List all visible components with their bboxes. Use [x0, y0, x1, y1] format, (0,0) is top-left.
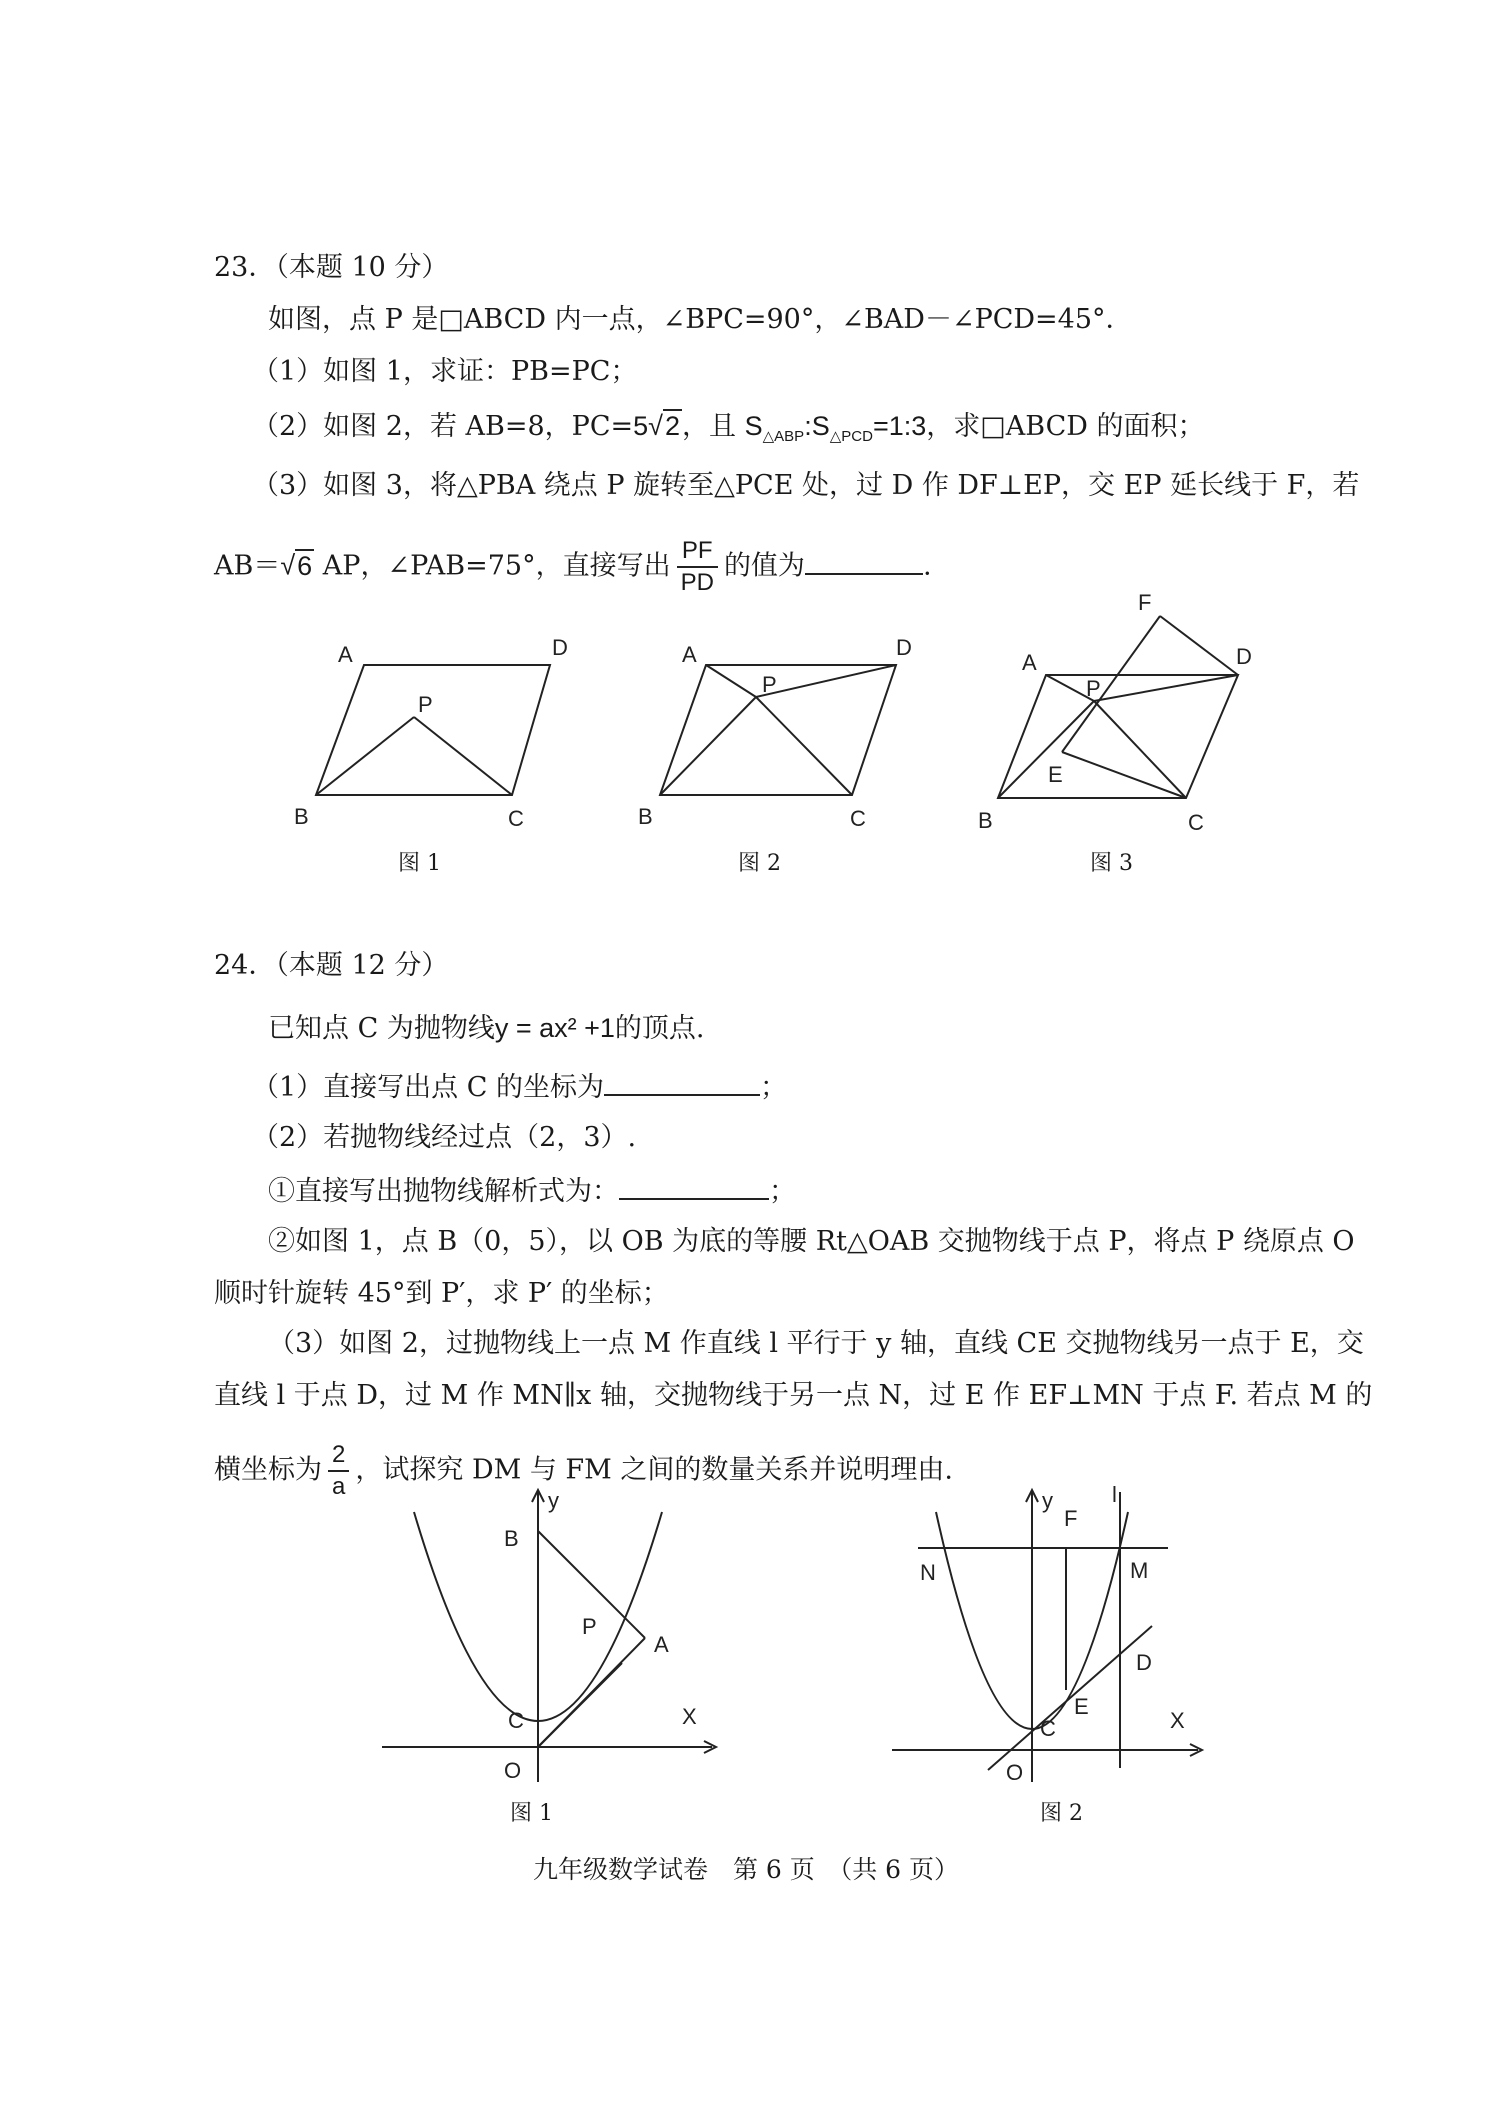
- q24-figure-1: [370, 1480, 730, 1790]
- q24-intro-equation: y = ax² +1: [494, 1013, 615, 1043]
- g1-label-o: O: [504, 1758, 522, 1783]
- f3-segment-bp: [998, 701, 1094, 798]
- g2-label-n: N: [920, 1560, 936, 1585]
- g1-label-b: B: [504, 1526, 519, 1551]
- f3-line-ef: [1062, 616, 1160, 752]
- q23-figure-3: [970, 580, 1270, 840]
- q24-part3-fraction: [328, 1440, 349, 1502]
- f3-parallelogram: [998, 675, 1238, 798]
- page-footer: 九年级数学试卷 第 6 页 （共 6 页）: [532, 1855, 960, 1884]
- f1-label-d: D: [552, 635, 568, 660]
- q23-part3-tail: 的值为: [723, 550, 805, 582]
- q23-part3-denominator: PD: [680, 569, 714, 596]
- q24-part2-i: [268, 1172, 796, 1210]
- q23-part3-numerator: PF: [677, 536, 718, 568]
- q23-part2-s2: S: [811, 411, 830, 441]
- q24-part2-ii-line1: ②如图 1，点 B（0，5），以 OB 为底的等腰 Rt△OAB 交抛物线于点 P，将点 P 绕原点 O: [268, 1226, 1355, 1257]
- g1-label-y: y: [548, 1488, 559, 1513]
- q24-part1: [252, 1068, 787, 1106]
- f2-segment-pd: [756, 665, 896, 697]
- f1-label-c: C: [508, 806, 524, 831]
- q24-heading: 24．（本题 12 分）: [214, 950, 449, 981]
- f1-label-b: B: [294, 804, 309, 829]
- q23-figure-2: [620, 620, 940, 840]
- q24-part1-blank: [604, 1068, 760, 1096]
- g2-label-c: C: [1040, 1716, 1056, 1741]
- q23-part2-sub2: △PCD: [829, 428, 873, 445]
- f3-segment-fd: [1160, 616, 1238, 675]
- g2-label-y: y: [1042, 1488, 1053, 1513]
- f2-parallelogram: [660, 665, 896, 795]
- g1-label-a: A: [654, 1632, 669, 1657]
- f1-label-p: P: [418, 692, 433, 717]
- f3-label-p: P: [1086, 676, 1101, 701]
- q23-part3-line2: AB＝√6 AP，∠PAB=75°，直接写出 $\frac{PF}{PD}$ 的值为 .: [214, 537, 932, 596]
- q24-part1-end: ；: [760, 1072, 788, 1103]
- g1-label-c: C: [508, 1708, 524, 1733]
- q24-figure-2-caption: 图 2: [1040, 1801, 1083, 1826]
- q24-part3-line3-a: 横坐标为: [214, 1454, 322, 1486]
- q24-figure-2: [880, 1480, 1220, 1790]
- f3-segment-ec: [1062, 752, 1186, 798]
- q23-intro: 如图，点 P 是□ABCD 内一点，∠BPC=90°，∠BAD－∠PCD=45°．: [268, 304, 1133, 335]
- f2-label-d: D: [896, 635, 912, 660]
- q23-part2-s1: S: [744, 411, 763, 441]
- q23-part2-coef: 5: [633, 411, 649, 441]
- q24-intro-a: 已知点 C 为抛物线: [268, 1013, 495, 1044]
- q23-part3-radical: √6: [280, 550, 313, 581]
- g2-label-m: M: [1130, 1558, 1149, 1583]
- f2-label-b: B: [638, 804, 653, 829]
- g1-segment-op: [538, 1663, 622, 1747]
- q24-part3-line2: 直线 l 于点 D，过 M 作 MN∥x 轴，交抛物线于另一点 N，过 E 作 EF⊥MN 于点 F. 若点 M 的: [214, 1380, 1373, 1411]
- q24-part3-numerator: 2: [328, 1440, 349, 1472]
- q23-part2-radicand: 2: [664, 411, 681, 441]
- g2-label-l: l: [1112, 1482, 1117, 1507]
- q24-part2: （2）若抛物线经过点（2，3）.: [252, 1122, 637, 1153]
- f2-segment-ap: [706, 665, 756, 697]
- f1-label-a: A: [338, 642, 353, 667]
- q23-part2-colon: :: [804, 411, 812, 441]
- q23-part2-radical: 5√2: [633, 411, 681, 441]
- g2-label-e: E: [1074, 1694, 1089, 1719]
- q23-part3-radicand: 6: [297, 550, 313, 581]
- g2-label-o: O: [1006, 1760, 1024, 1785]
- q24-part2-i-blank: [619, 1172, 769, 1200]
- g2-label-x: X: [1170, 1708, 1185, 1733]
- q24-part3-line1: （3）如图 2，过抛物线上一点 M 作直线 l 平行于 y 轴，直线 CE 交抛物线另一点于 E，交: [268, 1328, 1364, 1359]
- f3-label-d: D: [1236, 644, 1252, 669]
- f3-label-c: C: [1188, 810, 1204, 835]
- q23-part2-text-a: （2）如图 2，若 AB=8，PC=: [252, 411, 634, 442]
- q24-part1-text: （1）直接写出点 C 的坐标为: [252, 1072, 605, 1103]
- f3-label-a: A: [1022, 650, 1037, 675]
- q23-figure-1: [280, 620, 580, 840]
- g2-label-d: D: [1136, 1650, 1152, 1675]
- q23-part3-ab: AB＝: [214, 550, 281, 582]
- g1-label-x: X: [682, 1704, 697, 1729]
- q23-figure-2-caption: 图 2: [738, 851, 781, 876]
- f1-parallelogram: [316, 665, 550, 795]
- f3-segment-pc: [1094, 701, 1186, 798]
- q24-part2-ii-line2: 顺时针旋转 45°到 P′，求 P′ 的坐标；: [214, 1278, 669, 1309]
- q23-figure-3-caption: 图 3: [1090, 851, 1133, 876]
- f3-label-e: E: [1048, 762, 1063, 787]
- q23-part2-text-b: ，且: [682, 411, 737, 442]
- q23-part2-ratio: =1:3: [872, 411, 927, 441]
- f2-segment-bp: [660, 697, 756, 795]
- q23-part3-ap: AP，∠PAB=75°，直接写出: [322, 550, 671, 582]
- f2-label-c: C: [850, 806, 866, 831]
- f2-label-a: A: [682, 642, 697, 667]
- q24-figure-1-caption: 图 1: [510, 1801, 553, 1826]
- f1-segment-pc: [414, 717, 512, 795]
- g2-line-ce: [988, 1626, 1152, 1770]
- q24-part3-line3-b: ，试探究 DM 与 FM 之间的数量关系并说明理由.: [355, 1454, 953, 1486]
- q24-intro-b: 的顶点.: [614, 1013, 705, 1044]
- q24-part2-i-text: ①直接写出抛物线解析式为：: [268, 1176, 619, 1207]
- q23-answer-blank: [805, 547, 923, 575]
- f3-label-f: F: [1138, 590, 1152, 615]
- q24-part2-i-end: ；: [769, 1176, 796, 1207]
- g1-label-p: P: [582, 1614, 597, 1639]
- q23-part1: （1）如图 1，求证：PB=PC；: [252, 356, 638, 387]
- f3-label-b: B: [978, 808, 993, 833]
- q23-part2-sub1: △ABP: [762, 428, 805, 445]
- q23-part3-line1: （3）如图 3，将△PBA 绕点 P 旋转至△PCE 处，过 D 作 DF⊥EP，交 EP 延长线于 F，若: [252, 470, 1360, 501]
- q23-part2: [252, 408, 1205, 455]
- f2-label-p: P: [762, 672, 777, 697]
- q23-part2-text-c: ，求□ABCD 的面积；: [926, 411, 1205, 442]
- g2-label-f: F: [1064, 1506, 1078, 1531]
- q24-part3-denominator: a: [332, 1473, 346, 1500]
- f2-segment-pc: [756, 697, 852, 795]
- q23-figure-1-caption: 图 1: [398, 851, 441, 876]
- q23-part3-fraction: [677, 536, 718, 598]
- q24-intro: [268, 1010, 705, 1047]
- q23-heading: 23．（本题 10 分）: [214, 252, 449, 283]
